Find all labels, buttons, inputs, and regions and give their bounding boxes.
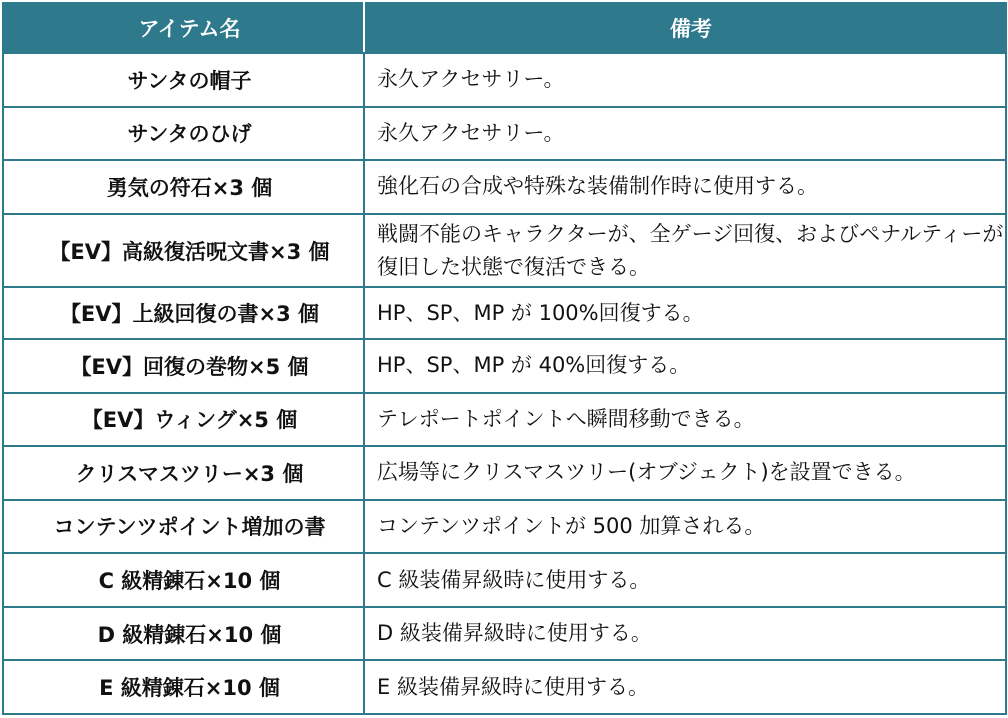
item-name-cell: E 級精錬石×10 個	[3, 660, 364, 714]
item-note-cell: 広場等にクリスマスツリー(オブジェクト)を設置できる。	[364, 446, 1006, 500]
table-row	[3, 500, 1006, 554]
item-name-cell: C 級精錬石×10 個	[3, 553, 364, 607]
item-note-cell: 永久アクセサリー。	[364, 53, 1006, 107]
item-name-cell: D 級精錬石×10 個	[3, 607, 364, 661]
table-row	[3, 287, 1006, 339]
table-row	[3, 339, 1006, 393]
item-note-cell: 強化石の合成や特殊な装備制作時に使用する。	[364, 160, 1006, 214]
table-header-row	[3, 3, 1006, 53]
item-note-cell: D 級装備昇級時に使用する。	[364, 607, 1006, 661]
item-note-cell: HP、SP、MP が 40%回復する。	[364, 339, 1006, 393]
item-table	[2, 2, 1007, 715]
item-name-cell: 【EV】ウィング×5 個	[3, 393, 364, 447]
table-row	[3, 393, 1006, 447]
table-row	[3, 53, 1006, 107]
column-header-item-name: アイテム名	[3, 3, 364, 53]
item-name-cell: 勇気の符石×3 個	[3, 160, 364, 214]
table-row	[3, 214, 1006, 288]
item-name-cell: クリスマスツリー×3 個	[3, 446, 364, 500]
item-name-cell: 【EV】高級復活呪文書×3 個	[3, 214, 364, 288]
item-note-cell: 戦闘不能のキャラクターが、全ゲージ回復、およびペナルティーが復旧した状態で復活できる。	[364, 214, 1006, 288]
item-note-cell: C 級装備昇級時に使用する。	[364, 553, 1006, 607]
item-note-cell: コンテンツポイントが 500 加算される。	[364, 500, 1006, 554]
item-name-cell: 【EV】回復の巻物×5 個	[3, 339, 364, 393]
item-name-cell: サンタの帽子	[3, 53, 364, 107]
item-note-cell: E 級装備昇級時に使用する。	[364, 660, 1006, 714]
table-row	[3, 107, 1006, 161]
item-note-cell: HP、SP、MP が 100%回復する。	[364, 287, 1006, 339]
item-note-cell: テレポートポイントへ瞬間移動できる。	[364, 393, 1006, 447]
item-name-cell: コンテンツポイント増加の書	[3, 500, 364, 554]
table-row	[3, 660, 1006, 714]
item-name-cell: 【EV】上級回復の書×3 個	[3, 287, 364, 339]
table-row	[3, 553, 1006, 607]
table-row	[3, 446, 1006, 500]
item-name-cell: サンタのひげ	[3, 107, 364, 161]
table-row	[3, 160, 1006, 214]
column-header-notes: 備考	[364, 3, 1006, 53]
item-note-cell: 永久アクセサリー。	[364, 107, 1006, 161]
table-row	[3, 607, 1006, 661]
